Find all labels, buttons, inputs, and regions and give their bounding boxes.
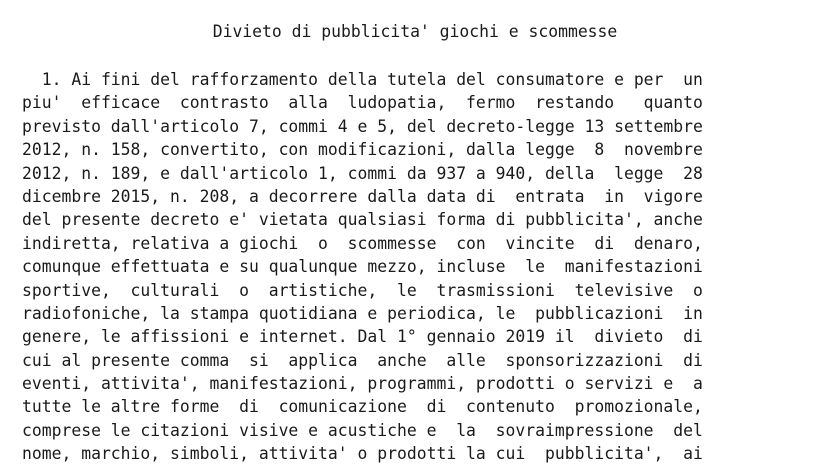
text-line: comprese le citazioni visive e acustiche e la sovraimpressione del <box>22 420 703 440</box>
text-line: tutte le altre forme di comunicazione di contenuto promozionale, <box>22 397 703 417</box>
text-line: previsto dall'articolo 7, commi 4 e 5, del decreto-legge 13 settembre <box>22 116 703 136</box>
article-paragraph <box>22 68 790 466</box>
text-line: del presente decreto e' vietata qualsiasi forma di pubblicita', anche <box>22 210 703 230</box>
text-line: cui al presente comma si applica anche alle sponsorizzazioni di <box>22 350 703 370</box>
text-line: eventi, attivita', manifestazioni, programmi, prodotti o servizi e a <box>22 374 703 394</box>
text-line: genere, le affissioni e internet. Dal 1° gennaio 2019 il divieto di <box>22 327 703 347</box>
document-title: Divieto di pubblicita' giochi e scommesse <box>212 22 618 41</box>
text-line: sportive, culturali o artistiche, le trasmissioni televisive o <box>22 280 703 300</box>
text-line: indiretta, relativa a giochi o scommesse con vincite di denaro, <box>22 233 703 253</box>
text-line: nome, marchio, simboli, attivita' o prodotti la cui pubblicita', ai <box>22 444 703 464</box>
text-line: comunque effettuata e su qualunque mezzo, incluse le manifestazioni <box>22 257 703 277</box>
text-line: 2012, n. 158, convertito, con modificazioni, dalla legge 8 novembre <box>22 140 703 160</box>
text-line: 2012, n. 189, e dall'articolo 1, commi da 937 a 940, della legge 28 <box>22 163 703 183</box>
text-line: dicembre 2015, n. 208, a decorrere dalla data di entrata in vigore <box>22 186 703 206</box>
text-line: 1. Ai fini del rafforzamento della tutela del consumatore e per un <box>22 70 703 89</box>
text-line: piu' efficace contrasto alla ludopatia, fermo restando quanto <box>22 93 703 113</box>
text-line: radiofoniche, la stampa quotidiana e periodica, le pubblicazioni in <box>22 303 703 323</box>
